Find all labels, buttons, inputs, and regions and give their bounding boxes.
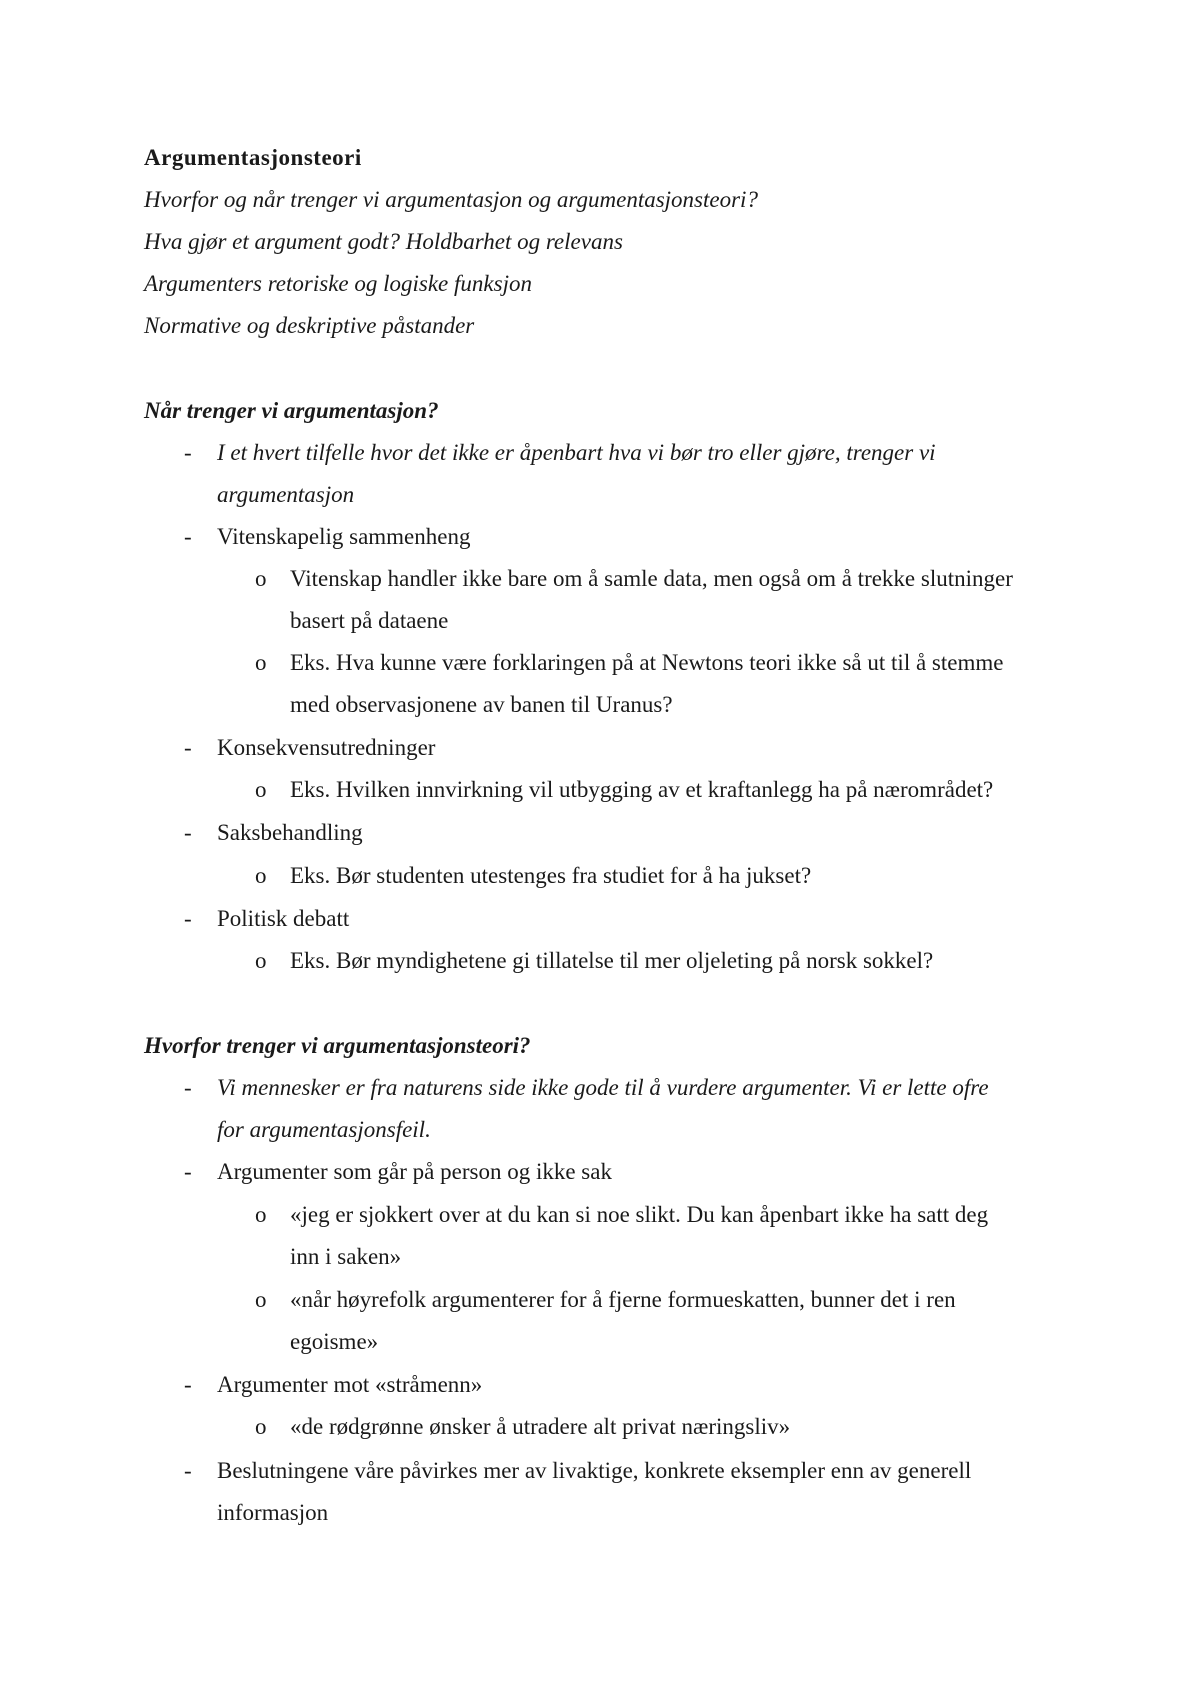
circle-bullet: o [255, 777, 267, 802]
sub-list-item: «jeg er sjokkert over at du kan si noe slikt. Du kan åpenbart ikke ha satt deg [290, 1202, 989, 1227]
dash-bullet: - [184, 1372, 192, 1397]
circle-bullet: o [255, 1414, 267, 1439]
list-item-continuation: for argumentasjonsfeil. [217, 1117, 431, 1142]
section-heading: Når trenger vi argumentasjon? [144, 398, 439, 423]
dash-bullet: - [184, 906, 192, 931]
list-item: Vitenskapelig sammenheng [217, 524, 471, 549]
list-item: Beslutningene våre påvirkes mer av livaktige, konkrete eksempler enn av generell [217, 1458, 972, 1483]
sub-list-item: Eks. Bør myndighetene gi tillatelse til mer oljeleting på norsk sokkel? [290, 948, 934, 973]
sub-list-item: Eks. Hvilken innvirkning vil utbygging av et kraftanlegg ha på nærområdet? [290, 777, 994, 802]
sub-list-item-continuation: med observasjonene av banen til Uranus? [290, 692, 673, 717]
circle-bullet: o [255, 650, 267, 675]
list-item-continuation: argumentasjon [217, 482, 355, 507]
intro-line: Hva gjør et argument godt? Holdbarhet og relevans [144, 229, 623, 254]
intro-line: Hvorfor og når trenger vi argumentasjon og argumentasjonsteori? [144, 187, 758, 212]
section-heading: Hvorfor trenger vi argumentasjonsteori? [144, 1033, 531, 1058]
dash-bullet: - [184, 735, 192, 760]
circle-bullet: o [255, 1287, 267, 1312]
circle-bullet: o [255, 948, 267, 973]
dash-bullet: - [184, 1458, 192, 1483]
circle-bullet: o [255, 863, 267, 888]
sub-list-item: Eks. Hva kunne være forklaringen på at Newtons teori ikke så ut til å stemme [290, 650, 1004, 675]
sub-list-item: Eks. Bør studenten utestenges fra studiet for å ha jukset? [290, 863, 812, 888]
sub-list-item: Vitenskap handler ikke bare om å samle data, men også om å trekke slutninger [290, 566, 1013, 591]
list-item: Argumenter mot «stråmenn» [217, 1372, 483, 1397]
list-item: I et hvert tilfelle hvor det ikke er åpenbart hva vi bør tro eller gjøre, trenger vi [217, 440, 936, 465]
dash-bullet: - [184, 1159, 192, 1184]
list-item: Argumenter som går på person og ikke sak [217, 1159, 612, 1184]
sub-list-item: «de rødgrønne ønsker å utradere alt privat næringsliv» [290, 1414, 791, 1439]
circle-bullet: o [255, 1202, 267, 1227]
sub-list-item-continuation: egoisme» [290, 1329, 379, 1354]
dash-bullet: - [184, 1075, 192, 1100]
list-item: Konsekvensutredninger [217, 735, 436, 760]
dash-bullet: - [184, 524, 192, 549]
circle-bullet: o [255, 566, 267, 591]
document-title: Argumentasjonsteori [144, 145, 362, 170]
intro-line: Normative og deskriptive påstander [144, 313, 475, 338]
list-item: Politisk debatt [217, 906, 350, 931]
list-item: Saksbehandling [217, 820, 363, 845]
intro-line: Argumenters retoriske og logiske funksjon [144, 271, 532, 296]
list-item: Vi mennesker er fra naturens side ikke gode til å vurdere argumenter. Vi er lette ofre [217, 1075, 989, 1100]
sub-list-item-continuation: basert på dataene [290, 608, 449, 633]
dash-bullet: - [184, 820, 192, 845]
list-item-continuation: informasjon [217, 1500, 329, 1525]
sub-list-item: «når høyrefolk argumenterer for å fjerne formueskatten, bunner det i ren [290, 1287, 956, 1312]
dash-bullet: - [184, 440, 192, 465]
sub-list-item-continuation: inn i saken» [290, 1244, 402, 1269]
